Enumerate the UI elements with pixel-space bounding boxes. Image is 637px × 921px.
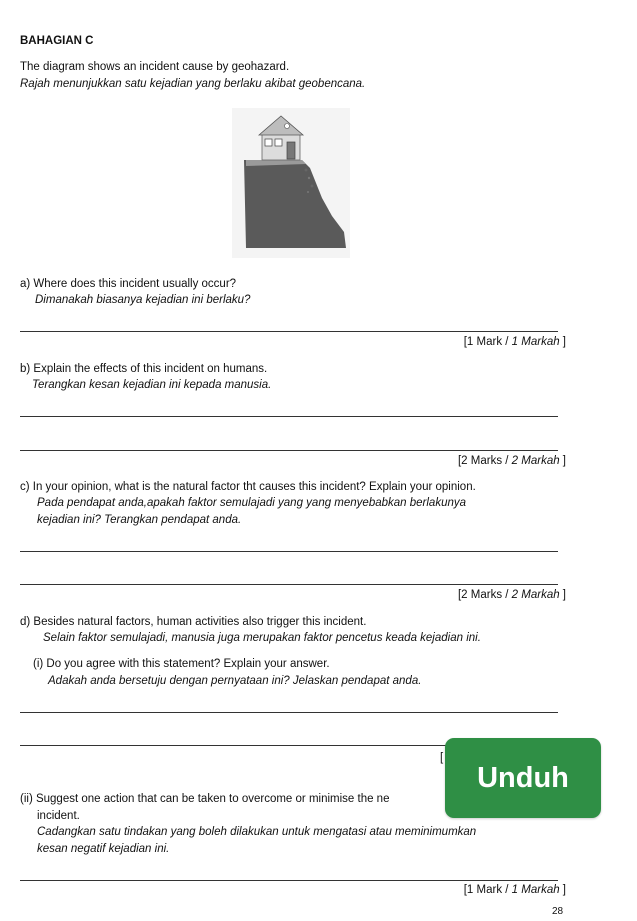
intro-text-en: The diagram shows an incident cause by geohazard. <box>20 61 290 73</box>
question-c-en: c) In your opinion, what is the natural factor tht causes this incident? Explain your opinion. <box>20 481 476 493</box>
page-number: 28 <box>552 906 564 917</box>
house-window <box>265 139 272 146</box>
landslide-house-illustration <box>232 108 350 258</box>
question-d-ii-en-line2: incident. <box>37 810 80 822</box>
section-title: BAHAGIAN C <box>20 35 94 47</box>
question-a-ms: Dimanakah biasanya kejadian ini berlaku? <box>35 294 251 306</box>
house-window <box>275 139 282 146</box>
answer-line <box>20 450 558 451</box>
answer-line <box>20 331 558 332</box>
question-d-en: d) Besides natural factors, human activities also trigger this incident. <box>20 616 367 628</box>
house-door <box>287 142 295 159</box>
download-button[interactable]: Unduh <box>445 738 601 818</box>
question-d-i-marks: [ <box>440 752 444 764</box>
house-attic-window <box>285 124 290 129</box>
answer-line <box>20 880 558 881</box>
answer-line <box>20 551 558 552</box>
question-c-ms-line2: kejadian ini? Terangkan pendapat anda. <box>37 514 242 526</box>
question-d-i-ms: Adakah anda bersetuju dengan pernyataan ini? Jelaskan pendapat anda. <box>48 675 422 687</box>
question-d-ii-ms-line2: kesan negatif kejadian ini. <box>37 843 170 855</box>
debris <box>307 191 309 193</box>
debris <box>311 185 314 188</box>
question-b-ms: Terangkan kesan kejadian ini kepada manusia. <box>32 379 272 391</box>
question-c-marks: [2 Marks / 2 Markah ] <box>457 589 566 601</box>
question-d-ms: Selain faktor semulajadi, manusia juga merupakan faktor pencetus keada kejadian ini. <box>43 632 481 644</box>
question-b-en: b) Explain the effects of this incident on humans. <box>20 363 268 375</box>
question-c-ms-line1: Pada pendapat anda,apakah faktor semulajadi yang yang menyebabkan berlakunya <box>37 497 467 509</box>
question-d-i-en: (i) Do you agree with this statement? Explain your answer. <box>33 658 330 670</box>
question-a-marks: [1 Mark / 1 Markah ] <box>463 336 566 348</box>
intro-text-ms: Rajah menunjukkan satu kejadian yang berlaku akibat geobencana. <box>20 78 366 90</box>
question-b-marks: [2 Marks / 2 Markah ] <box>457 455 566 467</box>
answer-line <box>20 416 558 417</box>
answer-line <box>20 584 558 585</box>
question-a-en: a) Where does this incident usually occur? <box>20 278 237 290</box>
question-d-ii-marks: [1 Mark / 1 Markah ] <box>463 884 566 896</box>
question-d-ii-ms-line1: Cadangkan satu tindakan yang boleh dilakukan untuk mengatasi atau meminimumkan <box>37 826 477 838</box>
question-d-ii-en-line1: (ii) Suggest one action that can be taken to overcome or minimise the ne <box>20 793 390 805</box>
debris <box>305 169 308 172</box>
debris <box>308 177 310 179</box>
answer-line <box>20 712 558 713</box>
